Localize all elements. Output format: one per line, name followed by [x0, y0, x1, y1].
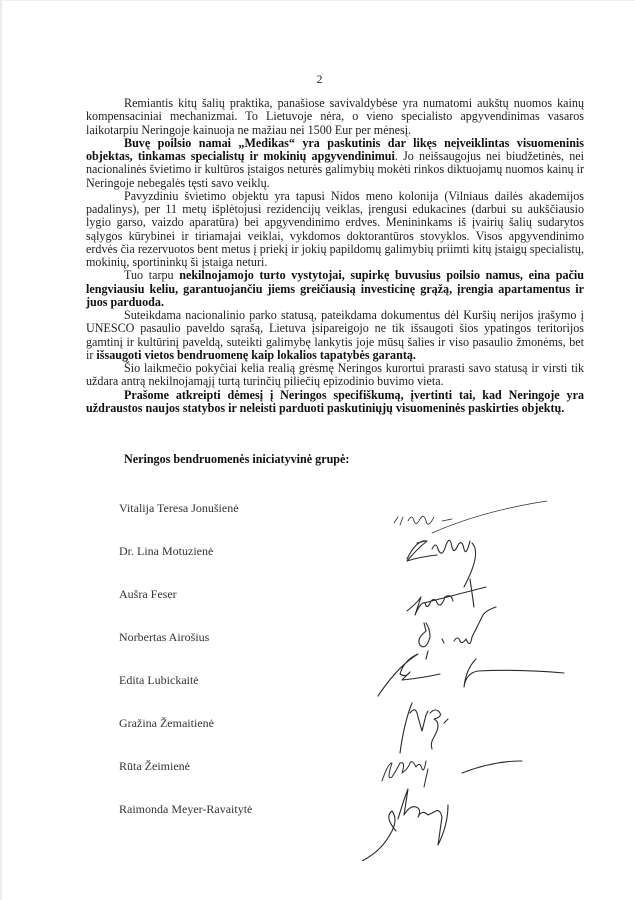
initiative-group-title: Neringos bendruomenės iniciatyvinė grupė:	[124, 452, 350, 466]
paragraph-text: Pavyzdiniu švietimo objektu yra tapusi Nidos meno kolonija (Vilniaus dailės akademijos padalinys), per 11 metų išplėtojusi rezidencijų veiklas, įrengusi edukacines (darbui su aukščiausio lygio garso, vaizdo aparatūra) bei apgyvendinimo erdves. Menininkams iš įvairių šalių sudarytos sąlygos kūrybinei ir tiriamajai veiklai, vykdomos doktorantūros stovyklos. Visos apgyvendinimo erdvės čia rezervuotos bent metus į priekį ir jokių papildomų galimybių priimti kitų įstaigų specialistų, mokinių, sportininkų ši įstaiga neturi.	[86, 188, 584, 269]
paragraph-6	[86, 362, 584, 389]
signer-name: Vitalija Teresa Jonušienė	[119, 501, 239, 515]
paragraph-2	[86, 137, 584, 190]
paragraph-text: Šio laikmečio pokyčiai kelia realią grėsmę Neringos kurortui prarasti savo statusą ir virsti tik uždara antrą nekilnojamąjį turtą turinčių piliečių epizodinio buvimo vieta.	[86, 361, 584, 389]
handwritten-signatures	[362, 481, 602, 861]
signer-name: Raimonda Meyer-Ravaitytė	[119, 802, 253, 816]
signer-name: Edita Lubickaitė	[119, 673, 199, 687]
paragraph-text: Tuo tarpu	[124, 268, 180, 283]
document-body	[86, 97, 584, 415]
signature-4	[419, 607, 496, 659]
paragraph-bold-text: nekilnojamojo turto vystytojai, supirkę buvusius poilsio namus, eina pačiu lengviausiu keliu, garantuojančiu jiems greičiausią investicinę grąžą, įrengia apartamentus ir juos parduoda.	[86, 268, 584, 309]
signer-name: Gražina Žemaitienė	[119, 716, 214, 730]
signer-name: Dr. Lina Motuzienė	[119, 544, 214, 558]
signature-7	[382, 761, 522, 787]
paragraph-bold-text: Prašome atkreipti dėmesį į Neringos specifiškumą, įvertinti tai, kad Neringoje yra uždraustos naujos statybos ir neleisti parduoti paskutiniųjų visuomeninės paskirties objektų.	[86, 387, 584, 415]
signer-name: Norbertas Airošius	[119, 630, 210, 644]
paragraph-bold-text: Buvę poilsio namai „Medikas“ yra paskutinis dar likęs neįveiklintas visuomeninis objektas, tinkamas specialistų ir mokinių apgyvendinimui	[86, 135, 584, 163]
signer-name: Rūta Žeimienė	[119, 759, 190, 773]
signature-8	[362, 789, 448, 861]
paragraph-text: Remiantis kitų šalių praktika, panašiose savivaldybėse yra numatomi aukštų nuomos kainų kompensaciniai mechanizmai. To Lietuvoje nėra, o vieno specialisto apgyvendinimas vasaros laikotarpiu Neringoje kainuoja ne mažiau nei 1500 Eur per mėnesį.	[86, 96, 584, 137]
paragraph-text: . Jo neišsaugojus nei biudžetinės, nei nacionalinės švietimo ir kultūros įstaigos neturės galimybių mokėti rinkos diktuojamų nuomos kainų ir Neringoje nebegalės tęsti savo veiklų.	[86, 149, 585, 190]
paragraph-text: Suteikdama nacionalinio parko statusą, pateikdama dokumentus dėl Kuršių nerijos įrašymo į UNESCO pasaulio paveldo sąrašą, Lietuva įsipareigojo ne tik išsaugoti šios ypatingos teritorijos gamtinį ir kultūrinį paveldą, suteikti galimybę lankytis joje mūsų šalies ir viso pasaulio žmonėms, bet ir	[86, 308, 584, 362]
signature-5	[378, 654, 564, 696]
page-number: 2	[316, 72, 323, 86]
signer-name: Aušra Feser	[119, 587, 177, 601]
paragraph-5	[86, 309, 584, 362]
paragraph-7	[86, 389, 584, 416]
paragraph-1	[86, 97, 584, 137]
paragraph-3	[86, 190, 584, 270]
signature-3	[407, 579, 486, 615]
signature-2	[407, 540, 476, 587]
paragraph-bold-text: išsaugoti vietos bendruomenę kaip lokalios tapatybės garantą.	[96, 347, 416, 362]
signature-6	[400, 703, 448, 753]
signature-1	[394, 501, 547, 533]
paragraph-4	[86, 269, 584, 309]
